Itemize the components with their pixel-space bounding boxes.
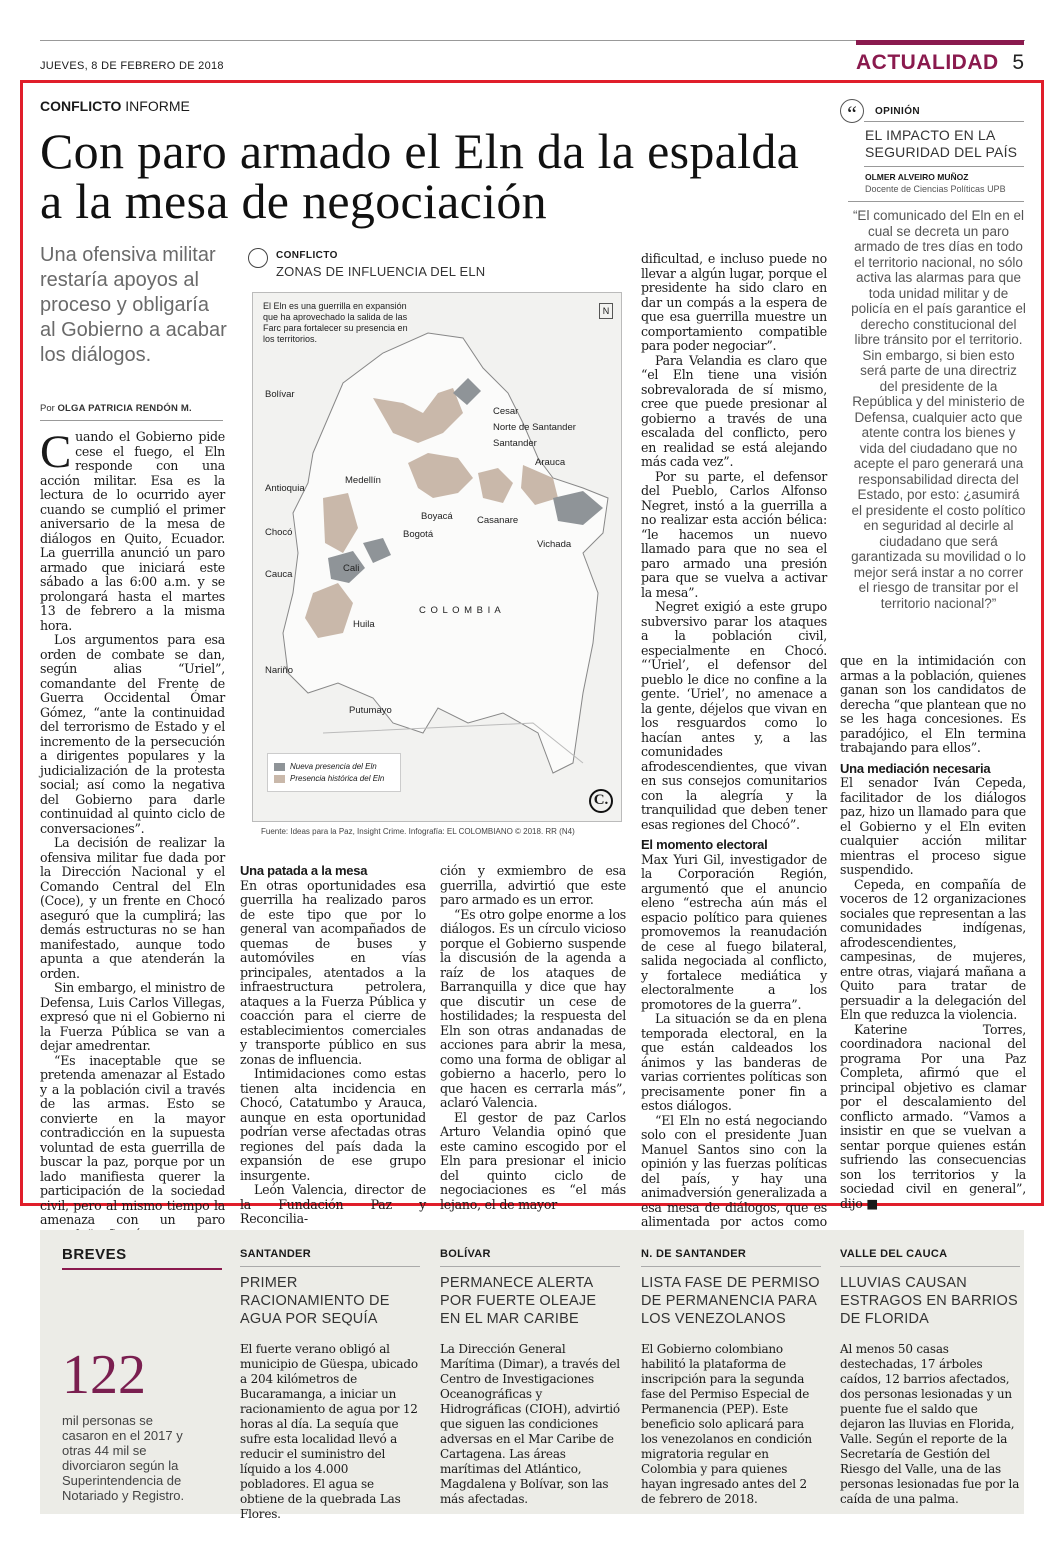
opinion-label: OPINIÓN — [875, 106, 921, 117]
label-antioquia: Antioquia — [265, 483, 305, 494]
label-cali: Cali — [343, 563, 360, 574]
legend-label: Presencia histórica del Eln — [290, 774, 385, 783]
brief-body: La Dirección General Marítima (Dimar), a través del Centro de Investigaciones Oceanográficas y Hidrográficas (CIOH), advirtió que siguen las condiciones adversas en el Mar Caribe de Cartagena. Las áreas marítimas del Atlántico, Magdalena y Bolívar, son las más afectadas. — [440, 1342, 620, 1506]
article-column-4 — [641, 252, 827, 1244]
article-column-1 — [40, 426, 225, 1242]
paragraph: “Es otro golpe enorme a los diálogos. Es un círculo vicioso porque el Gobierno suspende la discusión de la agenda a raíz de los ataques de Barranquilla y dice que hay que discutir un cese de hostilidades; la respuesta del Eln son otras andanadas de acciones para abrir la mesa, como una forma de obligar al gobierno a hacerlo, pero lo que hacen es cerrarla más”, aclaró Valencia. — [440, 906, 626, 1110]
brief-title: LLUVIAS CAUSAN ESTRAGOS EN BARRIOS DE FLORIDA — [840, 1275, 1018, 1327]
opinion-rule — [864, 121, 1024, 122]
paragraph: Por su parte, el defensor del Pueblo, Carlos Alfonso Negret, instó a la guerrilla a no realizar esta acción bélica: “le hacemos un nuevo llamado para que no sea el paro armado una presión para que se vuelva a activar la mesa”. — [641, 468, 827, 600]
brief-location: VALLE DEL CAUCA — [840, 1240, 1020, 1267]
paragraph: que en la intimidación con armas a la población, quienes ganan son los candidatos de derecha “que plantean que no se les haga concesiones. Es paradójico, el Eln termina trabajando para ellos”. — [840, 653, 1026, 755]
brief-body: El Gobierno colombiano habilitó la plataforma de inscripción para la segunda fase del Permiso Especial de Permanencia (PEP). Este beneficio solo aplicará para los venezolanos en condición migratoria regular en Colombia y para quienes hayan ingresado antes del 2 de febrero de 2018. — [641, 1342, 812, 1506]
opinion-author: OLMER ALVEIRO MUÑOZ — [865, 172, 969, 182]
map-source: Fuente: Ideas para la Paz, Insight Crime. Infografía: EL COLOMBIANO © 2018. RR (N4) — [261, 827, 575, 836]
paragraph: ción y exmiembro de esa guerrilla, advirtió que este paro armado es un error. — [440, 863, 626, 907]
paragraph: Intimidaciones como estas tienen alta incidencia en Chocó, Catatumbo y Arauca, aunque en esta oportunidad podrían verse afectadas otras regiones del país dada la expansión de ese grupo insurgente. — [240, 1066, 426, 1183]
brief-item — [440, 1240, 620, 1507]
label-casanare: Casanare — [477, 515, 519, 526]
label-arauca: Arauca — [535, 457, 566, 468]
map-kicker: CONFLICTO — [276, 250, 338, 261]
opinion-rule — [848, 201, 1024, 202]
paragraph: Katerine Torres, coordinadora nacional del programa Por una Paz Completa, afirmó que el principal objetivo es clamar por el descalamiento del conflicto armado. “Vamos a insistir en que se vuelvan a sentar porque quienes están sufriendo las consecuencias son los territorios y la sociedad civil en general”, dijo ■ — [840, 1021, 1026, 1211]
opinion-author-role: Docente de Ciencias Políticas UPB — [865, 184, 1006, 194]
legend-swatch — [274, 775, 285, 783]
brief-item — [641, 1240, 821, 1507]
map-intro: El Eln es una guerrilla en expansión que ha aprovechado la salida de las Farc para fortalecer su presencia en los territorios. — [263, 301, 408, 344]
paragraph: Cepeda, en compañía de voceros de 12 organizaciones sociales que representan a las comunidades indígenas, afrodescendientes, campesinas, de mujeres, entre otras, viajará mañana a Quito para tratar de persuadir a la delegación del Eln que reduzca la violencia. — [840, 876, 1026, 1022]
article-column-2 — [240, 860, 426, 1227]
paragraph: “Es inaceptable que se pretenda amenazar al Estado y a la población civil a través de las armas. Esto se convierte en la mayor contradicción en la supuesta voluntad de esta guerrilla de buscar la paz, porque por un lado manifiesta querer la participación de la sociedad civil, pero al mismo tiempo la amenaza con un paro — [40, 1052, 225, 1227]
subheading: Una mediación necesaria — [840, 760, 991, 776]
label-medellin: Medellín — [345, 475, 381, 486]
byline-name: OLGA PATRICIA RENDÓN M. — [57, 403, 192, 414]
headline: Con paro armado el Eln da la espalda a la mesa de negociación — [40, 123, 800, 229]
paragraph: Los argumentos para esa orden de combate se dan, según alias “Uriel”, comandante del Frente de Guerra Occidental Ómar Gómez, “ante la continuidad del terrorismo de Estado y el incremento de la persecución a dirigentes populares y la judicialización de la protesta social; así como la negativa del Gobierno para darle continuidad al quinto ciclo de conversaciones”. — [40, 632, 225, 836]
opinion-title: EL IMPACTO EN LA SEGURIDAD DEL PAÍS — [865, 127, 1018, 160]
brief-title: PERMANECE ALERTA POR FUERTE OLEAJE EN EL MAR CARIBE — [440, 1275, 597, 1327]
brief-item — [840, 1240, 1020, 1507]
legend-label: Nueva presencia del Eln — [290, 762, 377, 771]
map-panel — [252, 292, 622, 836]
legend-swatch — [274, 763, 285, 771]
brief-body: Al menos 50 casas destechadas, 17 árboles caídos, 12 barrios afectados, dos personas lesionadas y un puente fue el saldo que dejaron las lluvias en Florida, Valle. Según el reporte de la Secretaría de Gestión del Riesgo del Valle, una de las personas lesionadas fue por la caída de una palma. — [840, 1342, 1020, 1506]
brief-location: BOLÍVAR — [440, 1240, 620, 1267]
compass-icon — [248, 248, 268, 268]
subheading: El momento electoral — [641, 837, 768, 852]
paragraph: En otras oportunidades esa guerrilla ha realizado paros de este tipo que por lo general van acompañados de quemas de buses y automóviles en vías principales, atentados a la infraestructura petrolera, ataques a la Fuerza Pública y coacción para el cierre de establecimientos comerciales y transporte público en sus zonas de influencia. — [240, 877, 426, 1067]
label-bolivar: Bolívar — [265, 389, 295, 400]
article-kicker — [40, 98, 190, 114]
brief-body: El fuerte verano obligó al municipio de Güespa, ubicado a 204 kilómetros de Bucaramanga, a iniciar un racionamiento de agua por 12 horas al día. La sequía que sufre esta localidad llevó a reducir el suministro del líquido a los 4.000 pobladores. El agua se obtiene de la quebrada Las Flores. — [240, 1342, 418, 1521]
breves-rule — [62, 1268, 222, 1270]
article-column-5 — [840, 654, 1026, 1211]
paragraph: uando el Gobierno pide cese el fuego, el Eln responde con una acción militar. Esa es la lectura de lo ocurrido ayer cuando se cumplió el primer aniversario de la mesa de diálogos en Quito, Ecuador. La guerrilla anunció un paro armado que iniciará este sábado a las 6:00 a.m. y se prolongará hasta el martes 13 de febrero a la misma hora. — [40, 429, 225, 633]
brief-title: LISTA FASE DE PERMISO DE PERMANENCIA PARA LOS VENEZOLANOS — [641, 1275, 820, 1327]
paragraph: Para Velandia es claro que “el Eln tiene una visión sobrevalorada de sí mismo, cree que puede presionar al gobierno a través de una escalada del conflicto, pero en realidad se está alejando más cada vez”. — [641, 352, 827, 469]
kicker-text: INFORME — [125, 98, 190, 114]
paragraph: dificultad, e incluso puede no llevar a algún lugar, porque el presidente ha sido claro en dar un compás a la espera de que esa guerrilla muestre un comportamiento compatible para poder negociar”. — [641, 251, 827, 353]
label-cauca: Cauca — [265, 569, 293, 580]
legend-item — [274, 774, 394, 783]
kicker-bold: CONFLICTO — [40, 98, 122, 114]
el-colombiano-logo-icon: C. — [589, 789, 613, 813]
quote-icon: “ — [840, 99, 864, 123]
map-infographic — [246, 244, 629, 836]
section-header — [856, 40, 1024, 74]
paragraph: El senador Iván Cepeda, facilitador de los diálogos paz, hizo un llamado para que el Gobierno y el Eln eviten cualquier acción militar mientras el proceso sigue suspendido. — [840, 775, 1026, 877]
breves-number: 122 — [62, 1344, 146, 1406]
issue-date: JUEVES, 8 DE FEBRERO DE 2018 — [40, 60, 224, 72]
label-huila: Huila — [353, 619, 375, 630]
deck: Una ofensiva militar restaría apoyos al proceso y obligaría al Gobierno a acabar los diálogos. — [40, 244, 227, 366]
label-putumayo: Putumayo — [349, 705, 392, 716]
section-label: ACTUALIDAD — [856, 51, 999, 74]
opinion-rule — [864, 166, 1024, 167]
label-boyaca: Boyacá — [421, 511, 453, 522]
label-norte-santander: Norte de Santander — [493, 422, 576, 433]
paragraph: El gestor de paz Carlos Arturo Velandia opinó que este camino escogido por el Eln para presionar el inicio del quinto ciclo de negociaciones es “el más lejano, el de mayor — [440, 1109, 626, 1212]
byline-prefix: Por — [40, 403, 55, 414]
subheading: Una patada a la mesa — [240, 863, 368, 878]
brief-location: N. DE SANTANDER — [641, 1240, 821, 1267]
colombia-map — [253, 293, 623, 823]
brief-item — [240, 1240, 420, 1522]
paragraph: “El Eln no está negociando solo con el presidente Juan Manuel Santos sino con la opinión y las fuerzas políticas del país, y hay una animadversión generalizada a esa mesa de diálogos, que es alimentada por actos como — [641, 1112, 827, 1229]
map-title: ZONAS DE INFLUENCIA DEL ELN — [276, 264, 486, 279]
byline-rule — [40, 420, 223, 421]
paragraph: Max Yuri Gil, investigador de la Corporación Región, argumentó que el anuncio eleno “estrecha aún más el espacio político para quienes promovemos la reanudación de cese al fuego bilateral, salida negociada al conflicto, y fortalece mediática y electoralmente a los promotores de la guerra”. — [641, 851, 827, 1012]
paragraph: León Valencia, director de la Fundación Paz y Reconcilia- — [240, 1182, 426, 1226]
label-choco: Chocó — [265, 527, 293, 538]
breves-label: BREVES — [62, 1246, 127, 1263]
brief-location: SANTANDER — [240, 1240, 420, 1267]
page-number: 5 — [1012, 51, 1024, 74]
label-vichada: Vichada — [537, 539, 572, 550]
label-cesar: Cesar — [493, 406, 519, 417]
label-colombia: C O L O M B I A — [419, 605, 502, 616]
paragraph: Negret exigió a este grupo subversivo parar los ataques a la población civil, especialmente en Chocó. “‘Uriel’, el defensor del pueblo le dice no confine a la gente. ‘Uriel’, no amenace a la gente, déjelos que vivan en los resguardos como lo hacían antes y, a las comunidades afrodescendientes, que vivan en sus consejos comunitarios con la alegría y la tranquilidad que deben tener esas regiones del Chocó”. — [641, 599, 827, 832]
map-legend — [267, 753, 401, 792]
label-bogota: Bogotá — [403, 529, 434, 540]
brief-title: PRIMER RACIONAMIENTO DE AGUA POR SEQUÍA — [240, 1275, 390, 1327]
article-column-3 — [440, 864, 626, 1212]
paragraph: Sin embargo, el ministro de Defensa, Luis Carlos Villegas, expresó que ni el Gobierno ni la Fuerza Pública se van a dejar amedrentar. — [40, 980, 225, 1053]
paragraph: La decisión de realizar la ofensiva militar fue dada por la Dirección Nacional y el Comando Central del Eln (Coce), y un frente en Chocó aseguró que la cumplirá; las demás estructuras no se han manifestado, aunque todo apunta a que atenderán la orden. — [40, 835, 225, 981]
label-santander: Santander — [493, 438, 537, 449]
paragraph: La situación se da en plena temporada electoral, en la que están caldeados los ánimos y las banderas de varias corrientes políticas son precisamente poner fin a estos diálogos. — [641, 1011, 827, 1113]
breves-number-text: mil personas se casaron en el 2017 y otras 44 mil se divorciaron según la Superintendencia de Notariado y Registro. — [62, 1413, 185, 1503]
byline — [40, 403, 192, 414]
drop-cap: C — [40, 426, 72, 478]
opinion-text: “El comunicado del Eln en el cual se decreta un paro armado de tres días en todo el territorio nacional, no sólo activa las alarmas para que toda unidad militar y de policía en el país garantice el derecho constitucional del libre tránsito por el territorio. Sin embargo, si bien esto será parte de una directriz del presidente de la República y del ministerio de Defensa, cualquier acto que atente contra los bienes y vida del ciudadano que no acepte el paro generará una responsabilidad directa del Estado, por esto: ¿asumirá el presidente el costo político en seguridad al decirle al ciudadano que será garantizada su movilidad o lo mejor será instar a no correr el riesgo de transitar por el territorio nacional?” — [851, 208, 1026, 611]
label-narino: Nariño — [265, 665, 293, 676]
north-arrow-icon: N — [599, 303, 613, 319]
legend-item — [274, 762, 394, 771]
